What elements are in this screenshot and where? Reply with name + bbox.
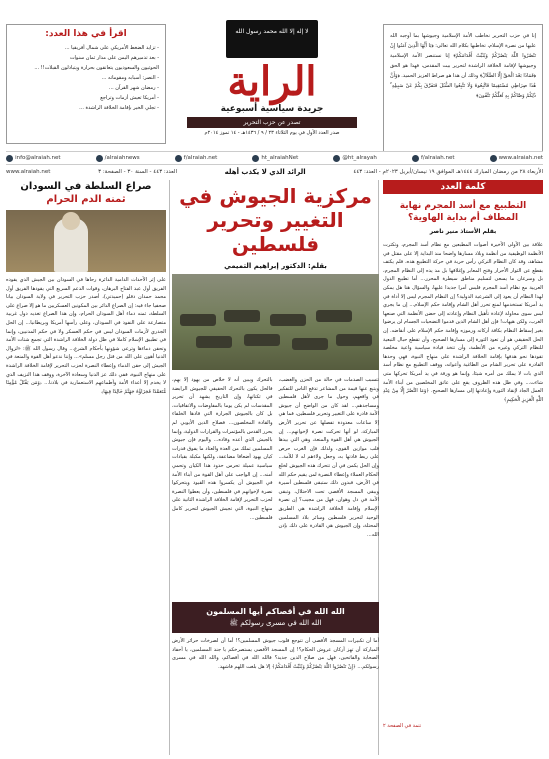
contents-item[interactable]: - النصر: أسبابه ومقوماته ... — [101, 75, 159, 81]
contents-item[interactable]: - تزايد الضغط الأمريكي على شمال أفريقيا ... — [64, 45, 159, 51]
first-issue: صدر العدد الأول في يوم الثلاثاء ٢٣ / ٩ / ١٤٣٦هـ - ١٤ تموز ٢٠١٤م — [204, 130, 340, 136]
editorial-continued[interactable]: تتمة في الصفحة ٢ — [383, 723, 422, 729]
sudan-title-line: صراع السلطة في السودان — [20, 181, 152, 192]
masthead — [172, 20, 372, 150]
flag-icon — [226, 20, 318, 58]
editorial-title[interactable]: التطبيع مع أسد المجرم نهاية المطاف أم بداية الهاوية؟ — [399, 201, 527, 223]
instagram-icon — [252, 155, 259, 162]
sudan-photo — [6, 210, 166, 272]
tanks-photo — [172, 274, 379, 370]
sudan-article-title[interactable] — [6, 180, 166, 206]
editorial-body: علاقة بين الأولى الأخيرة أصوات المطبعين مع نظام أسد المجرم، وتكثرت الأنظمة الوظيفية من أنظمة وبلاد مسارها واضحا منذ البداية إلا على مقتل في مشاهد، وقد كان النظام التركي رأس حربة في حركة التطبيع هذه، فلم يكتف بقطع عن الثوار الأحرار وفتح المعابر وإغلاقها بل مد يده إلى النظام المجرم، بل وسرعان ما يسعى لتسليم مناطق سيطرة المحرر... أما تطبيع الدول العربية مع نظام أسد المجرم فليس أمرا جديدا عليها، والسؤال هنا هل يمكن لهذا النظام أن يعود إلى الشرعية الدولية؟ إن النظام المجرم ليس إلا أداة في يد أمريكا تستخدمها لمنع تحرر أهل الشام وإقامة حكم الإسلام... إن ما يجري ليس سوى محاولة لإعادة تأهيل النظام وإعادته إلى حضن الأنظمة التي صنعها الغرب، ولكن هيهات! فإن أهل الشام الذين قدموا التضحيات الجسام لن يرضوا بغير إسقاط النظام بكافة أركانه ورموزه وإقامة حكم الإسلام على أنقاضه. إن الحل الحقيقي هو أن تعود الثورة إلى مسارها الصحيح، وأن تقطع حبال التبعية للنظام التركي وغيره من الأنظمة، وأن تتخذ قيادة سياسية واعية مخلصة تقودها نحو هدفها بإقامة الخلافة الراشدة على منهاج النبوة، فهي وحدها القادرة على تحرير الشام من الطاغية وأعوانه، ووقف التطبيع مع نظام أسد الذي بات لا يملك من أمره شيئا، وإنما هو ورقة في يد أمريكا تحركها متى شاءت... وفي ظل هذه الظروف يقع على عاتق المخلصين من أبناء الأمة العمل الجاد لإنقاذ الثورة وإعادتها إلى مسارها الصحيح. ﴿وَمَا النَّصْرُ إِلَّا مِنْ عِنْدِ اللَّهِ الْعَزِيزِ الْحَكِيمِ﴾ — [383, 242, 543, 403]
tank-shape — [336, 334, 372, 346]
main-article-author: بقلم: الدكتور إبراهيم التميمي — [224, 262, 327, 270]
contents-box — [6, 24, 166, 144]
tank-shape — [316, 310, 352, 322]
paper-motto: الرائد الذي لا يكذب أهله — [224, 167, 306, 176]
banner-line: الله الله في مسرى رسولكم ﷺ — [229, 619, 322, 627]
tank-shape — [224, 310, 260, 322]
contents-list — [13, 43, 159, 113]
main-article-title[interactable]: مركزية الجيوش في التغيير وتحرير فلسطين — [179, 184, 372, 256]
contents-item[interactable]: الحوثيون والسعوديون يتعانقون بحرارة ويتبادلون القبلات!! ... — [34, 65, 159, 71]
sudan-article — [6, 180, 166, 755]
editorial-author: بقلم الأستاذ منير ناصر — [429, 228, 497, 235]
main-article-col: بالتحرك ويبين أنه لا خلاص من يهود إلا بهم، فالحل يكون بالتحرك الحقيقي للجيوش الرابضة في ثكناتها، وإن التاريخ يشهد أن تحرير المقدسات لم يكن يوما بالمفاوضات والاتفاقيات، بل كان بالجيوش الجرارة التي قادها الخلفاء والقادة المخلصون... فصلاح الدين الأيوبي لم يحرر القدس بالمؤتمرات والقرارات الدولية، وإنما بالجيش الذي أعده وقاده... واليوم فإن جيوش المسلمين تملك من العدة والعتاد ما يفوق قدرات كيان يهود أضعافا مضاعفة، ولكنها مكبلة بقيادات سياسية عميلة تحرس حدود هذا الكيان وتحمي أمنه... إن الواجب على أهل القوة من أبناء الأمة في الجيوش أن يكسروا هذه القيود ويتحركوا نصرة لإخوانهم في فلسطين، وأن يعطوا النصرة لحزب التحرير لإقامة الخلافة الراشدة الثانية على منهاج النبوة، التي تجيش الجيوش لتحرير كامل فلسطين... — [172, 377, 273, 521]
site-url[interactable]: www.alraiah.net — [6, 168, 51, 175]
dateline — [6, 166, 543, 177]
column-divider — [169, 180, 170, 755]
tank-shape — [196, 336, 232, 348]
flag-text: لا إله إلا الله محمد رسول الله — [235, 28, 309, 35]
main-article-col: تتسبب الصدمات في حالة من الحزن والغضب، ويتبع عنها قيمة من المشاعر تدفع الناس للتفكير في واقعهم، وحول ما جرى لأهل فلسطين ومساجدهم... لقد كان من الواضح أن جيوش الأمة قادرة على التغيير وتحرير فلسطين، فما هي إلا ساعات معدودة تفصلها عن تحرير الأرض المباركة، لو أنها تحركت نصرة لإخوانهم... إن الجيوش هي أهل القوة والمنعة، وهي التي بيدها قلب موازين القوى، ولذلك فإن الغرب حرص على ربط قادتها به، وجعل ولاءهم له لا للأمة... وإن الحل يكمن في أن تتحرك هذه الجيوش لخلع الحكام العملاء وإعطاء النصرة لمن يقيم حكم الله في الأرض، فبدون ذلك ستبقى فلسطين أسيرة ويبقى المسجد الأقصى تحت الاحتلال، وتبقى الأمة في ذل وهوان، فهل من مجيب؟ إن نصرة الإسلام وإقامة الخلافة الراشدة هي الطريق الوحيد لتحرير فلسطين وسائر بلاد المسلمين المحتلة، وإن الجيوش هي القادرة على ذلك بإذن الله... — [278, 377, 379, 538]
social-bar — [6, 151, 543, 165]
youtube-icon — [175, 155, 182, 162]
tank-shape — [244, 334, 280, 346]
social-link[interactable]: www.alraiah.net — [490, 155, 543, 162]
social-link[interactable]: f/alraiah.net — [175, 155, 217, 162]
paper-subtitle: جريدة سياسية أسبوعية — [220, 104, 324, 114]
social-link[interactable]: info@alraiah.net — [6, 155, 61, 162]
contents-item[interactable]: - تجلي الخير بإقامة الخلافة الراشدة ... — [79, 105, 159, 111]
main-article-body — [172, 376, 379, 598]
sudan-article-body: على إثر الأحداث الدامية الدائرة رحاها في السودان بين الجيش الذي يقوده الفريق أول عبد الفتاح البرهان، وقوات الدعم السريع التي يقودها الفريق أول محمد حمدان دقلو (حميدتي)، أصدر حزب التحرير في ولاية السودان بيانا صحفيا جاء فيه: إن الصراع الدائر بين المكونين العسكريين ما هو إلا صراع على السلطة، ثمنه دماء أهل السودان الحرام، وإن هذا الصراع تغذيه دول غربية متصارعة على النفوذ في السودان، وعلى رأسها أمريكا وبريطانيا... إن الحل الجذري لأزمات السودان ليس في حكم العسكر ولا في حكم المدنيين، وإنما في تطبيق الإسلام كاملا في ظل دولة الخلافة الراشدة التي تجمع شتات الأمة وتحقن دماءها وترعى شؤونها بأحكام الشرع... وقال رسول الله ﷺ: «لزوال الدنيا أهون على الله من قتل رجل مسلم»... وإننا ندعو أهل القوة والمنعة في الجيش إلى حقن الدماء وإعطاء النصرة لحزب التحرير لإقامة الخلافة الراشدة على منهاج النبوة، ففي ذلك عز الدنيا وسعادة الآخرة، ووقف هذا النزيف الذي لا يخدم إلا أعداء الأمة وأطماعهم الاستعمارية في بلادنا... ﴿وَمَن يَقْتُلْ مُؤْمِنًا مُّتَعَمِّدًا فَجَزَاؤُهُ جَهَنَّمُ خَالِدًا فِيهَا﴾ — [6, 277, 166, 395]
issue-date: الأربعاء ٢٨ من رمضان المبارك ١٤٤٤هـ الموافق ١٩ نيسان/أبريل ٢٠٢٣م - العدد: ٤٤٣ — [353, 168, 543, 175]
paper-title: الراية — [227, 58, 317, 105]
twitter-icon — [333, 155, 340, 162]
social-link[interactable]: /alraiahnews — [96, 155, 140, 162]
issuer-band: تصدر عن حزب التحرير — [187, 117, 357, 128]
email-icon — [6, 155, 13, 162]
social-link[interactable]: @ht_alrayah — [333, 155, 377, 162]
verse-box — [383, 24, 543, 152]
telegram-icon — [96, 155, 103, 162]
globe-icon — [490, 155, 497, 162]
social-link[interactable]: ht_alraiahNet — [252, 155, 298, 162]
social-link[interactable]: f/alraiah.net — [412, 155, 454, 162]
facebook-icon — [412, 155, 419, 162]
editorial-badge: كلمة العدد — [383, 180, 543, 194]
tank-shape — [292, 338, 328, 350]
tank-shape — [180, 314, 216, 326]
main-article-footer-text: أما أن تكبيرات المسجد الأقصى أن تتوجع قلوب جيوش المسلمين؟! أما أن لصرخات حرائر الأرض المباركة أن تهز أركان عروش الحكام؟! إن المسجد الأقصى يستصرخكم يا جند المسلمين، يا أحفاد الصحابة والفاتحين، فهل من صلاح الدين جديد؟ فالله الله في أقصاكم، والله الله في مسرى رسولكم... ﴿إِنْ تَنْصُرُوا اللَّهَ يَنْصُرْكُمْ وَيُثَبِّتْ أَقْدَامَكُمْ﴾ إلا هل بلغت اللهم فاشهد. — [172, 638, 379, 670]
person-head-shape — [62, 212, 80, 230]
main-article — [172, 180, 379, 755]
banner-line: الله الله في أقصاكم أيها المسلمون — [206, 607, 345, 616]
editorial-column — [383, 180, 543, 755]
contents-item[interactable]: - رمضان شهر القرآن ... — [108, 85, 159, 91]
contents-item[interactable]: - أمريكا تعيش أزمات وتراجع — [100, 95, 159, 101]
contents-item[interactable]: - بعد تدميرهم اليمن على مدار ثمان سنوات — [69, 55, 159, 61]
contents-title: اقرأ في هذا العدد: — [45, 29, 127, 39]
issue-info: العدد: ٤٤٣ - السنة ٣٠ - الصفحة: ٣ — [98, 168, 177, 175]
tank-shape — [270, 314, 306, 326]
aqsa-banner — [172, 602, 379, 633]
sudan-title-line: ثمنه الدم الحرام — [46, 194, 126, 205]
verse-text: إنا في حزب التحرير نخاطب الأمة الإسلامية وجيوشها بما أوجبه الله عليها من نصرة الإسلام، تخاطبها بكلام الله تعالى: ﴿يَا أَيُّهَا الَّذِينَ آمَنُوا إِنْ تَنْصُرُوا اللَّهَ يَنْصُرْكُمْ وَيُثَبِّتْ أَقْدَامَكُمْ﴾ إنا نستنصر الأمة الإسلامية وجيوشها لإقامة الخلافة الراشدة لتحرير بيت المقدس، فهذا هو الحق ﴿فَمَاذَا بَعْدَ الْحَقِّ إِلَّا الضَّلَالُ﴾ وذلك أن هذا هو صراط العزيز الحميد. ﴿وَأَنَّ هَٰذَا صِرَاطِي مُسْتَقِيمًا فَاتَّبِعُوهُ وَلَا تَتَّبِعُوا السُّبُلَ فَتَفَرَّقَ بِكُمْ عَنْ سَبِيلِهِ ۚ ذَٰلِكُمْ وَصَّاكُمْ بِهِ لَعَلَّكُمْ تَتَّقُونَ﴾ — [390, 33, 536, 99]
